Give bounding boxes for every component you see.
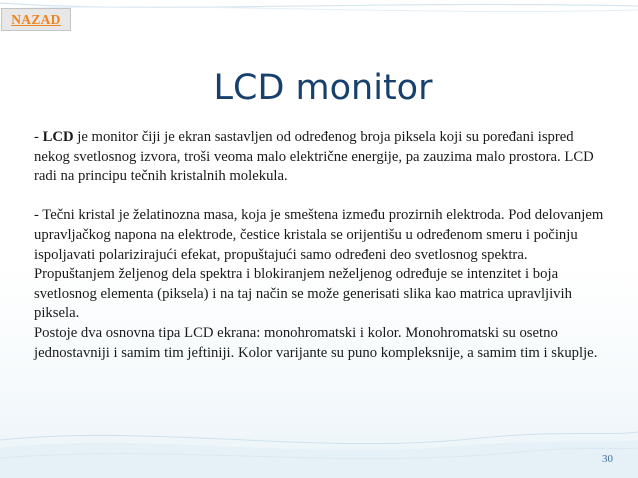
slide-body xyxy=(34,128,604,363)
slide-title: LCD monitor xyxy=(213,68,433,108)
top-wave-line-2 xyxy=(0,7,638,12)
lcd-term: LCD xyxy=(42,129,74,145)
paragraph-lcd-types: Postoje dva osnovna tipa LCD ekrana: monohromatski i kolor. Monohromatski su osetno jednostavniji i samim tim jeftiniji. Kolor varijante su puno kompleksnije, a samim tim i skuplje. xyxy=(34,324,598,361)
dash-prefix: - xyxy=(34,129,43,145)
page-number: 30 xyxy=(602,453,613,465)
back-button-label: NAZAD xyxy=(11,11,61,27)
bottom-wave-line xyxy=(0,432,638,444)
lcd-definition-text: je monitor čiji je ekran sastavljen od određenog broja piksela koji su poređani ispred nekog svetlosnog izvora, troši veoma malo električne energije, pa zauzima malo prostora. LCD radi na principu tečnih kristalnih molekula. xyxy=(34,129,594,185)
paragraph-lcd-definition xyxy=(34,128,604,187)
back-button[interactable] xyxy=(1,8,71,31)
paragraph-liquid-crystal: - Tečni kristal je želatinozna masa, koja je smeštena između prozirnih elektroda. Pod delovanjem upravljačkog napona na elektrode, čestice kristala se orijentišu u određenom smeru i počinju ispoljavati polarizirajući efekat, propuštajući samo određeni deo svetlosnog spektra. Propuštanjem željenog dela spektra i blokiranjem neželjenog određuje se intenzitet i boja svetlosnog elementa (piksela) i na taj način se može generisati slika kao matrica upravljivih piksela. xyxy=(34,207,604,322)
bottom-wave-fill xyxy=(0,440,638,478)
paragraph-spacer xyxy=(34,187,604,207)
